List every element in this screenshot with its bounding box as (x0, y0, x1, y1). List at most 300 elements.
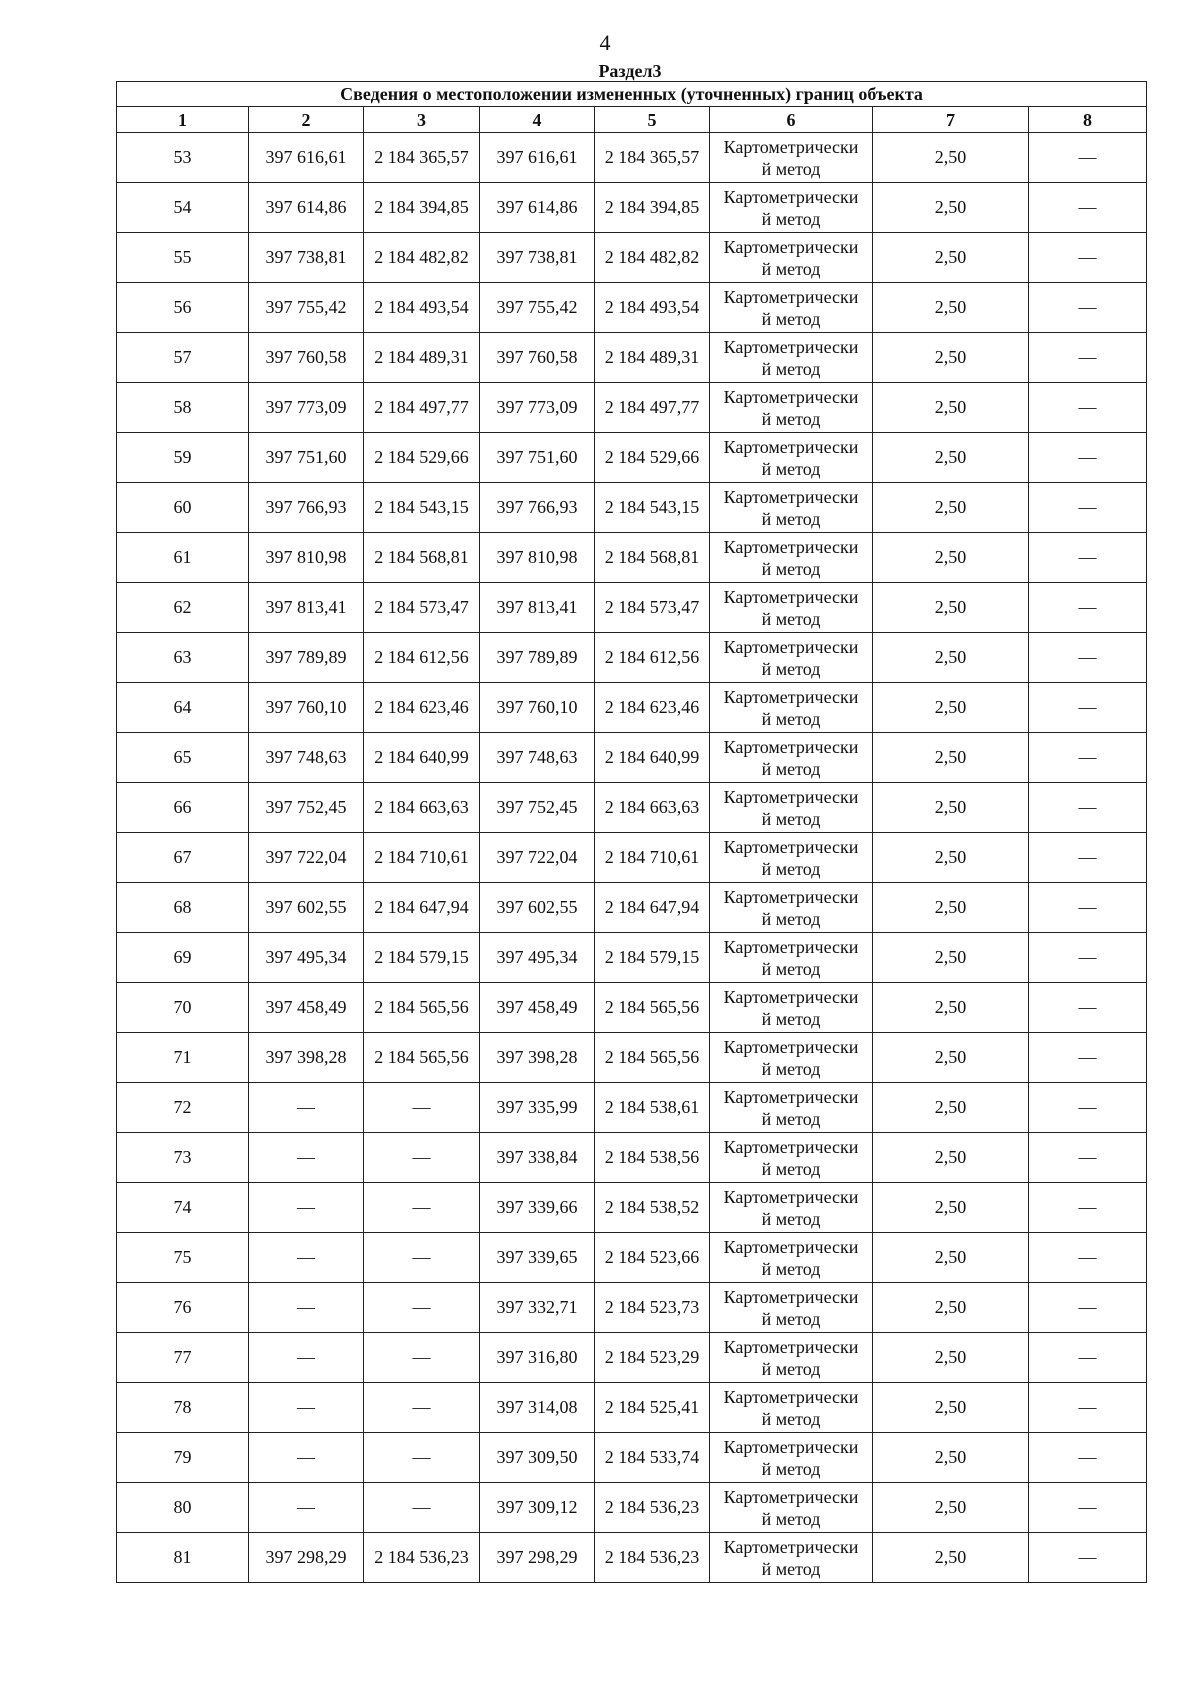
method-line-1: Картометрически (723, 1186, 859, 1207)
method-line-2: й метод (761, 458, 821, 479)
old-y-cell: 2 184 623,46 (364, 683, 480, 733)
old-y-cell: 2 184 640,99 (364, 733, 480, 783)
method-line-1: Картометрически (723, 336, 859, 357)
old-x-cell: — (249, 1383, 364, 1433)
old-x-cell: 397 760,58 (249, 333, 364, 383)
method-cell (710, 933, 873, 983)
table-row (117, 833, 1147, 883)
accuracy-cell: 2,50 (873, 433, 1029, 483)
description-cell: — (1029, 1183, 1147, 1233)
point-number-cell: 76 (117, 1283, 249, 1333)
description-cell: — (1029, 683, 1147, 733)
table-row (117, 333, 1147, 383)
accuracy-cell: 2,50 (873, 1483, 1029, 1533)
accuracy-cell: 2,50 (873, 1183, 1029, 1233)
description-cell: — (1029, 133, 1147, 183)
table-title: Сведения о местоположении измененных (уточненных) границ объекта (117, 82, 1147, 107)
table-row (117, 1483, 1147, 1533)
method-line-1: Картометрически (723, 736, 859, 757)
point-number-cell: 74 (117, 1183, 249, 1233)
method-line-2: й метод (761, 1308, 821, 1329)
description-cell: — (1029, 1133, 1147, 1183)
table-row (117, 533, 1147, 583)
description-cell: — (1029, 333, 1147, 383)
old-x-cell: 397 810,98 (249, 533, 364, 583)
new-y-cell: 2 184 538,61 (595, 1083, 710, 1133)
old-y-cell: 2 184 573,47 (364, 583, 480, 633)
new-y-cell: 2 184 529,66 (595, 433, 710, 483)
old-y-cell: 2 184 482,82 (364, 233, 480, 283)
method-cell (710, 583, 873, 633)
old-x-cell: 397 398,28 (249, 1033, 364, 1083)
new-y-cell: 2 184 365,57 (595, 133, 710, 183)
table-row (117, 583, 1147, 633)
description-cell: — (1029, 183, 1147, 233)
method-cell (710, 1283, 873, 1333)
new-x-cell: 397 813,41 (480, 583, 595, 633)
column-header: 1 (117, 107, 249, 133)
accuracy-cell: 2,50 (873, 1283, 1029, 1333)
accuracy-cell: 2,50 (873, 1433, 1029, 1483)
accuracy-cell: 2,50 (873, 183, 1029, 233)
method-cell (710, 1183, 873, 1233)
description-cell: — (1029, 833, 1147, 883)
new-y-cell: 2 184 497,77 (595, 383, 710, 433)
old-y-cell: — (364, 1083, 480, 1133)
method-line-2: й метод (761, 1258, 821, 1279)
method-line-2: й метод (761, 1408, 821, 1429)
accuracy-cell: 2,50 (873, 133, 1029, 183)
new-y-cell: 2 184 612,56 (595, 633, 710, 683)
point-number-cell: 55 (117, 233, 249, 283)
method-line-2: й метод (761, 258, 821, 279)
point-number-cell: 78 (117, 1383, 249, 1433)
old-y-cell: — (364, 1183, 480, 1233)
accuracy-cell: 2,50 (873, 883, 1029, 933)
point-number-cell: 59 (117, 433, 249, 483)
table-row (117, 1133, 1147, 1183)
old-x-cell: — (249, 1483, 364, 1533)
description-cell: — (1029, 1083, 1147, 1133)
new-y-cell: 2 184 565,56 (595, 1033, 710, 1083)
new-y-cell: 2 184 536,23 (595, 1483, 710, 1533)
point-number-cell: 70 (117, 983, 249, 1033)
point-number-cell: 73 (117, 1133, 249, 1183)
old-y-cell: 2 184 529,66 (364, 433, 480, 483)
method-line-2: й метод (761, 1008, 821, 1029)
page-number: 4 (599, 30, 611, 55)
description-cell: — (1029, 1033, 1147, 1083)
method-line-1: Картометрически (723, 886, 859, 907)
method-line-1: Картометрически (723, 536, 859, 557)
new-x-cell: 397 339,66 (480, 1183, 595, 1233)
new-y-cell: 2 184 710,61 (595, 833, 710, 883)
description-cell: — (1029, 1433, 1147, 1483)
new-y-cell: 2 184 536,23 (595, 1533, 710, 1583)
table-row (117, 1533, 1147, 1583)
description-cell: — (1029, 1283, 1147, 1333)
new-x-cell: 397 316,80 (480, 1333, 595, 1383)
method-line-2: й метод (761, 1058, 821, 1079)
method-cell (710, 833, 873, 883)
new-y-cell: 2 184 482,82 (595, 233, 710, 283)
accuracy-cell: 2,50 (873, 1033, 1029, 1083)
new-y-cell: 2 184 623,46 (595, 683, 710, 733)
method-cell (710, 883, 873, 933)
method-line-1: Картометрически (723, 1086, 859, 1107)
accuracy-cell: 2,50 (873, 1083, 1029, 1133)
new-y-cell: 2 184 663,63 (595, 783, 710, 833)
method-line-2: й метод (761, 808, 821, 829)
column-header: 7 (873, 107, 1029, 133)
method-cell (710, 333, 873, 383)
method-cell (710, 1433, 873, 1483)
column-header: 5 (595, 107, 710, 133)
new-y-cell: 2 184 538,56 (595, 1133, 710, 1183)
table-row (117, 1433, 1147, 1483)
method-cell (710, 683, 873, 733)
description-cell: — (1029, 1483, 1147, 1533)
method-line-1: Картометрически (723, 386, 859, 407)
description-cell: — (1029, 1333, 1147, 1383)
accuracy-cell: 2,50 (873, 483, 1029, 533)
old-x-cell: 397 760,10 (249, 683, 364, 733)
old-y-cell: — (364, 1333, 480, 1383)
method-line-1: Картометрически (723, 1036, 859, 1057)
new-y-cell: 2 184 523,73 (595, 1283, 710, 1333)
old-y-cell: — (364, 1483, 480, 1533)
method-line-2: й метод (761, 408, 821, 429)
new-x-cell: 397 748,63 (480, 733, 595, 783)
new-y-cell: 2 184 525,41 (595, 1383, 710, 1433)
old-y-cell: 2 184 579,15 (364, 933, 480, 983)
old-x-cell: 397 495,34 (249, 933, 364, 983)
method-line-2: й метод (761, 1508, 821, 1529)
description-cell: — (1029, 783, 1147, 833)
column-header: 8 (1029, 107, 1147, 133)
old-y-cell: 2 184 497,77 (364, 383, 480, 433)
description-cell: — (1029, 433, 1147, 483)
new-x-cell: 397 766,93 (480, 483, 595, 533)
table-row (117, 183, 1147, 233)
old-x-cell: — (249, 1133, 364, 1183)
old-x-cell: 397 458,49 (249, 983, 364, 1033)
new-x-cell: 397 309,12 (480, 1483, 595, 1533)
accuracy-cell: 2,50 (873, 833, 1029, 883)
new-y-cell: 2 184 579,15 (595, 933, 710, 983)
accuracy-cell: 2,50 (873, 933, 1029, 983)
method-cell (710, 133, 873, 183)
old-y-cell: — (364, 1233, 480, 1283)
new-x-cell: 397 314,08 (480, 1383, 595, 1433)
point-number-cell: 53 (117, 133, 249, 183)
new-x-cell: 397 755,42 (480, 283, 595, 333)
table-row (117, 1383, 1147, 1433)
new-y-cell: 2 184 523,29 (595, 1333, 710, 1383)
point-number-cell: 69 (117, 933, 249, 983)
new-x-cell: 397 339,65 (480, 1233, 595, 1283)
method-line-1: Картометрически (723, 1486, 859, 1507)
old-y-cell: 2 184 489,31 (364, 333, 480, 383)
method-cell (710, 233, 873, 283)
old-x-cell: 397 738,81 (249, 233, 364, 283)
table-row (117, 433, 1147, 483)
new-x-cell: 397 722,04 (480, 833, 595, 883)
section-title: Раздел3 (598, 61, 662, 81)
accuracy-cell: 2,50 (873, 1133, 1029, 1183)
old-x-cell: — (249, 1083, 364, 1133)
new-x-cell: 397 338,84 (480, 1133, 595, 1183)
method-line-1: Картометрически (723, 636, 859, 657)
old-x-cell: 397 751,60 (249, 433, 364, 483)
point-number-cell: 66 (117, 783, 249, 833)
table-row (117, 683, 1147, 733)
new-x-cell: 397 760,10 (480, 683, 595, 733)
table-title-row (117, 82, 1147, 107)
old-x-cell: 397 722,04 (249, 833, 364, 883)
table-row (117, 983, 1147, 1033)
table-row (117, 133, 1147, 183)
old-x-cell: 397 748,63 (249, 733, 364, 783)
point-number-cell: 62 (117, 583, 249, 633)
method-line-1: Картометрически (723, 1436, 859, 1457)
table-row (117, 783, 1147, 833)
method-line-2: й метод (761, 858, 821, 879)
method-line-2: й метод (761, 958, 821, 979)
old-x-cell: 397 614,86 (249, 183, 364, 233)
accuracy-cell: 2,50 (873, 533, 1029, 583)
method-line-2: й метод (761, 1158, 821, 1179)
new-x-cell: 397 398,28 (480, 1033, 595, 1083)
new-x-cell: 397 789,89 (480, 633, 595, 683)
method-cell (710, 783, 873, 833)
old-y-cell: 2 184 568,81 (364, 533, 480, 583)
new-x-cell: 397 760,58 (480, 333, 595, 383)
method-cell (710, 283, 873, 333)
accuracy-cell: 2,50 (873, 1333, 1029, 1383)
method-line-1: Картометрически (723, 286, 859, 307)
old-x-cell: 397 298,29 (249, 1533, 364, 1583)
new-x-cell: 397 332,71 (480, 1283, 595, 1333)
method-cell (710, 733, 873, 783)
column-header: 3 (364, 107, 480, 133)
method-line-2: й метод (761, 1108, 821, 1129)
old-y-cell: 2 184 543,15 (364, 483, 480, 533)
table-row (117, 233, 1147, 283)
table-row (117, 633, 1147, 683)
table-row (117, 883, 1147, 933)
method-cell (710, 433, 873, 483)
method-line-1: Картометрически (723, 936, 859, 957)
method-cell (710, 1133, 873, 1183)
method-line-2: й метод (761, 1558, 821, 1579)
old-y-cell: — (364, 1283, 480, 1333)
new-x-cell: 397 751,60 (480, 433, 595, 483)
method-line-2: й метод (761, 608, 821, 629)
new-y-cell: 2 184 523,66 (595, 1233, 710, 1283)
method-line-2: й метод (761, 308, 821, 329)
table-row (117, 1333, 1147, 1383)
method-line-2: й метод (761, 358, 821, 379)
table-row (117, 1283, 1147, 1333)
table-row (117, 283, 1147, 333)
accuracy-cell: 2,50 (873, 1383, 1029, 1433)
description-cell: — (1029, 283, 1147, 333)
old-x-cell: 397 755,42 (249, 283, 364, 333)
column-header: 2 (249, 107, 364, 133)
new-y-cell: 2 184 568,81 (595, 533, 710, 583)
old-y-cell: 2 184 536,23 (364, 1533, 480, 1583)
method-cell (710, 1483, 873, 1533)
new-x-cell: 397 738,81 (480, 233, 595, 283)
method-cell (710, 983, 873, 1033)
method-cell (710, 1033, 873, 1083)
method-line-1: Картометрически (723, 586, 859, 607)
old-y-cell: 2 184 565,56 (364, 1033, 480, 1083)
table-row (117, 1033, 1147, 1083)
method-line-1: Картометрически (723, 1236, 859, 1257)
old-x-cell: — (249, 1433, 364, 1483)
accuracy-cell: 2,50 (873, 233, 1029, 283)
new-x-cell: 397 810,98 (480, 533, 595, 583)
table-header-row (117, 107, 1147, 133)
new-x-cell: 397 773,09 (480, 383, 595, 433)
method-cell (710, 1383, 873, 1433)
accuracy-cell: 2,50 (873, 983, 1029, 1033)
new-x-cell: 397 335,99 (480, 1083, 595, 1133)
method-line-1: Картометрически (723, 436, 859, 457)
accuracy-cell: 2,50 (873, 333, 1029, 383)
method-line-2: й метод (761, 208, 821, 229)
table-row (117, 1183, 1147, 1233)
old-y-cell: 2 184 365,57 (364, 133, 480, 183)
description-cell: — (1029, 883, 1147, 933)
description-cell: — (1029, 483, 1147, 533)
method-line-1: Картометрически (723, 1336, 859, 1357)
method-line-2: й метод (761, 708, 821, 729)
old-x-cell: 397 813,41 (249, 583, 364, 633)
new-x-cell: 397 752,45 (480, 783, 595, 833)
new-x-cell: 397 602,55 (480, 883, 595, 933)
old-y-cell: — (364, 1433, 480, 1483)
table-row (117, 1233, 1147, 1283)
method-cell (710, 483, 873, 533)
point-number-cell: 67 (117, 833, 249, 883)
new-x-cell: 397 614,86 (480, 183, 595, 233)
old-x-cell: 397 766,93 (249, 483, 364, 533)
new-x-cell: 397 495,34 (480, 933, 595, 983)
point-number-cell: 56 (117, 283, 249, 333)
point-number-cell: 75 (117, 1233, 249, 1283)
old-x-cell: — (249, 1333, 364, 1383)
description-cell: — (1029, 733, 1147, 783)
point-number-cell: 72 (117, 1083, 249, 1133)
method-line-1: Картометрически (723, 186, 859, 207)
point-number-cell: 63 (117, 633, 249, 683)
description-cell: — (1029, 1383, 1147, 1433)
method-line-2: й метод (761, 508, 821, 529)
old-y-cell: 2 184 710,61 (364, 833, 480, 883)
new-y-cell: 2 184 538,52 (595, 1183, 710, 1233)
new-x-cell: 397 309,50 (480, 1433, 595, 1483)
method-line-2: й метод (761, 758, 821, 779)
old-y-cell: — (364, 1383, 480, 1433)
point-number-cell: 60 (117, 483, 249, 533)
method-cell (710, 1533, 873, 1583)
point-number-cell: 65 (117, 733, 249, 783)
method-line-1: Картометрически (723, 136, 859, 157)
method-line-1: Картометрически (723, 986, 859, 1007)
method-line-2: й метод (761, 1208, 821, 1229)
new-y-cell: 2 184 533,74 (595, 1433, 710, 1483)
accuracy-cell: 2,50 (873, 633, 1029, 683)
description-cell: — (1029, 233, 1147, 283)
column-header: 4 (480, 107, 595, 133)
old-x-cell: 397 773,09 (249, 383, 364, 433)
column-header: 6 (710, 107, 873, 133)
table-row (117, 1083, 1147, 1133)
accuracy-cell: 2,50 (873, 683, 1029, 733)
boundary-coordinates-table (116, 81, 1147, 1583)
method-line-1: Картометрически (723, 486, 859, 507)
method-cell (710, 633, 873, 683)
new-x-cell: 397 298,29 (480, 1533, 595, 1583)
old-y-cell: 2 184 663,63 (364, 783, 480, 833)
description-cell: — (1029, 933, 1147, 983)
method-line-2: й метод (761, 558, 821, 579)
description-cell: — (1029, 383, 1147, 433)
table-row (117, 383, 1147, 433)
method-line-1: Картометрически (723, 1386, 859, 1407)
table-body (117, 133, 1147, 1583)
point-number-cell: 68 (117, 883, 249, 933)
accuracy-cell: 2,50 (873, 733, 1029, 783)
old-x-cell: — (249, 1283, 364, 1333)
description-cell: — (1029, 583, 1147, 633)
method-line-2: й метод (761, 158, 821, 179)
point-number-cell: 54 (117, 183, 249, 233)
new-y-cell: 2 184 543,15 (595, 483, 710, 533)
point-number-cell: 61 (117, 533, 249, 583)
old-y-cell: 2 184 394,85 (364, 183, 480, 233)
new-y-cell: 2 184 565,56 (595, 983, 710, 1033)
point-number-cell: 64 (117, 683, 249, 733)
point-number-cell: 57 (117, 333, 249, 383)
old-y-cell: 2 184 647,94 (364, 883, 480, 933)
new-y-cell: 2 184 489,31 (595, 333, 710, 383)
accuracy-cell: 2,50 (873, 1233, 1029, 1283)
method-line-1: Картометрически (723, 236, 859, 257)
old-x-cell: — (249, 1233, 364, 1283)
old-x-cell: 397 752,45 (249, 783, 364, 833)
description-cell: — (1029, 1233, 1147, 1283)
accuracy-cell: 2,50 (873, 1533, 1029, 1583)
accuracy-cell: 2,50 (873, 783, 1029, 833)
description-cell: — (1029, 633, 1147, 683)
accuracy-cell: 2,50 (873, 583, 1029, 633)
method-line-1: Картометрически (723, 836, 859, 857)
new-x-cell: 397 458,49 (480, 983, 595, 1033)
method-cell (710, 533, 873, 583)
table-row (117, 733, 1147, 783)
method-cell (710, 183, 873, 233)
old-y-cell: 2 184 565,56 (364, 983, 480, 1033)
method-cell (710, 383, 873, 433)
method-line-1: Картометрически (723, 786, 859, 807)
old-y-cell: — (364, 1133, 480, 1183)
method-line-2: й метод (761, 1358, 821, 1379)
old-x-cell: — (249, 1183, 364, 1233)
